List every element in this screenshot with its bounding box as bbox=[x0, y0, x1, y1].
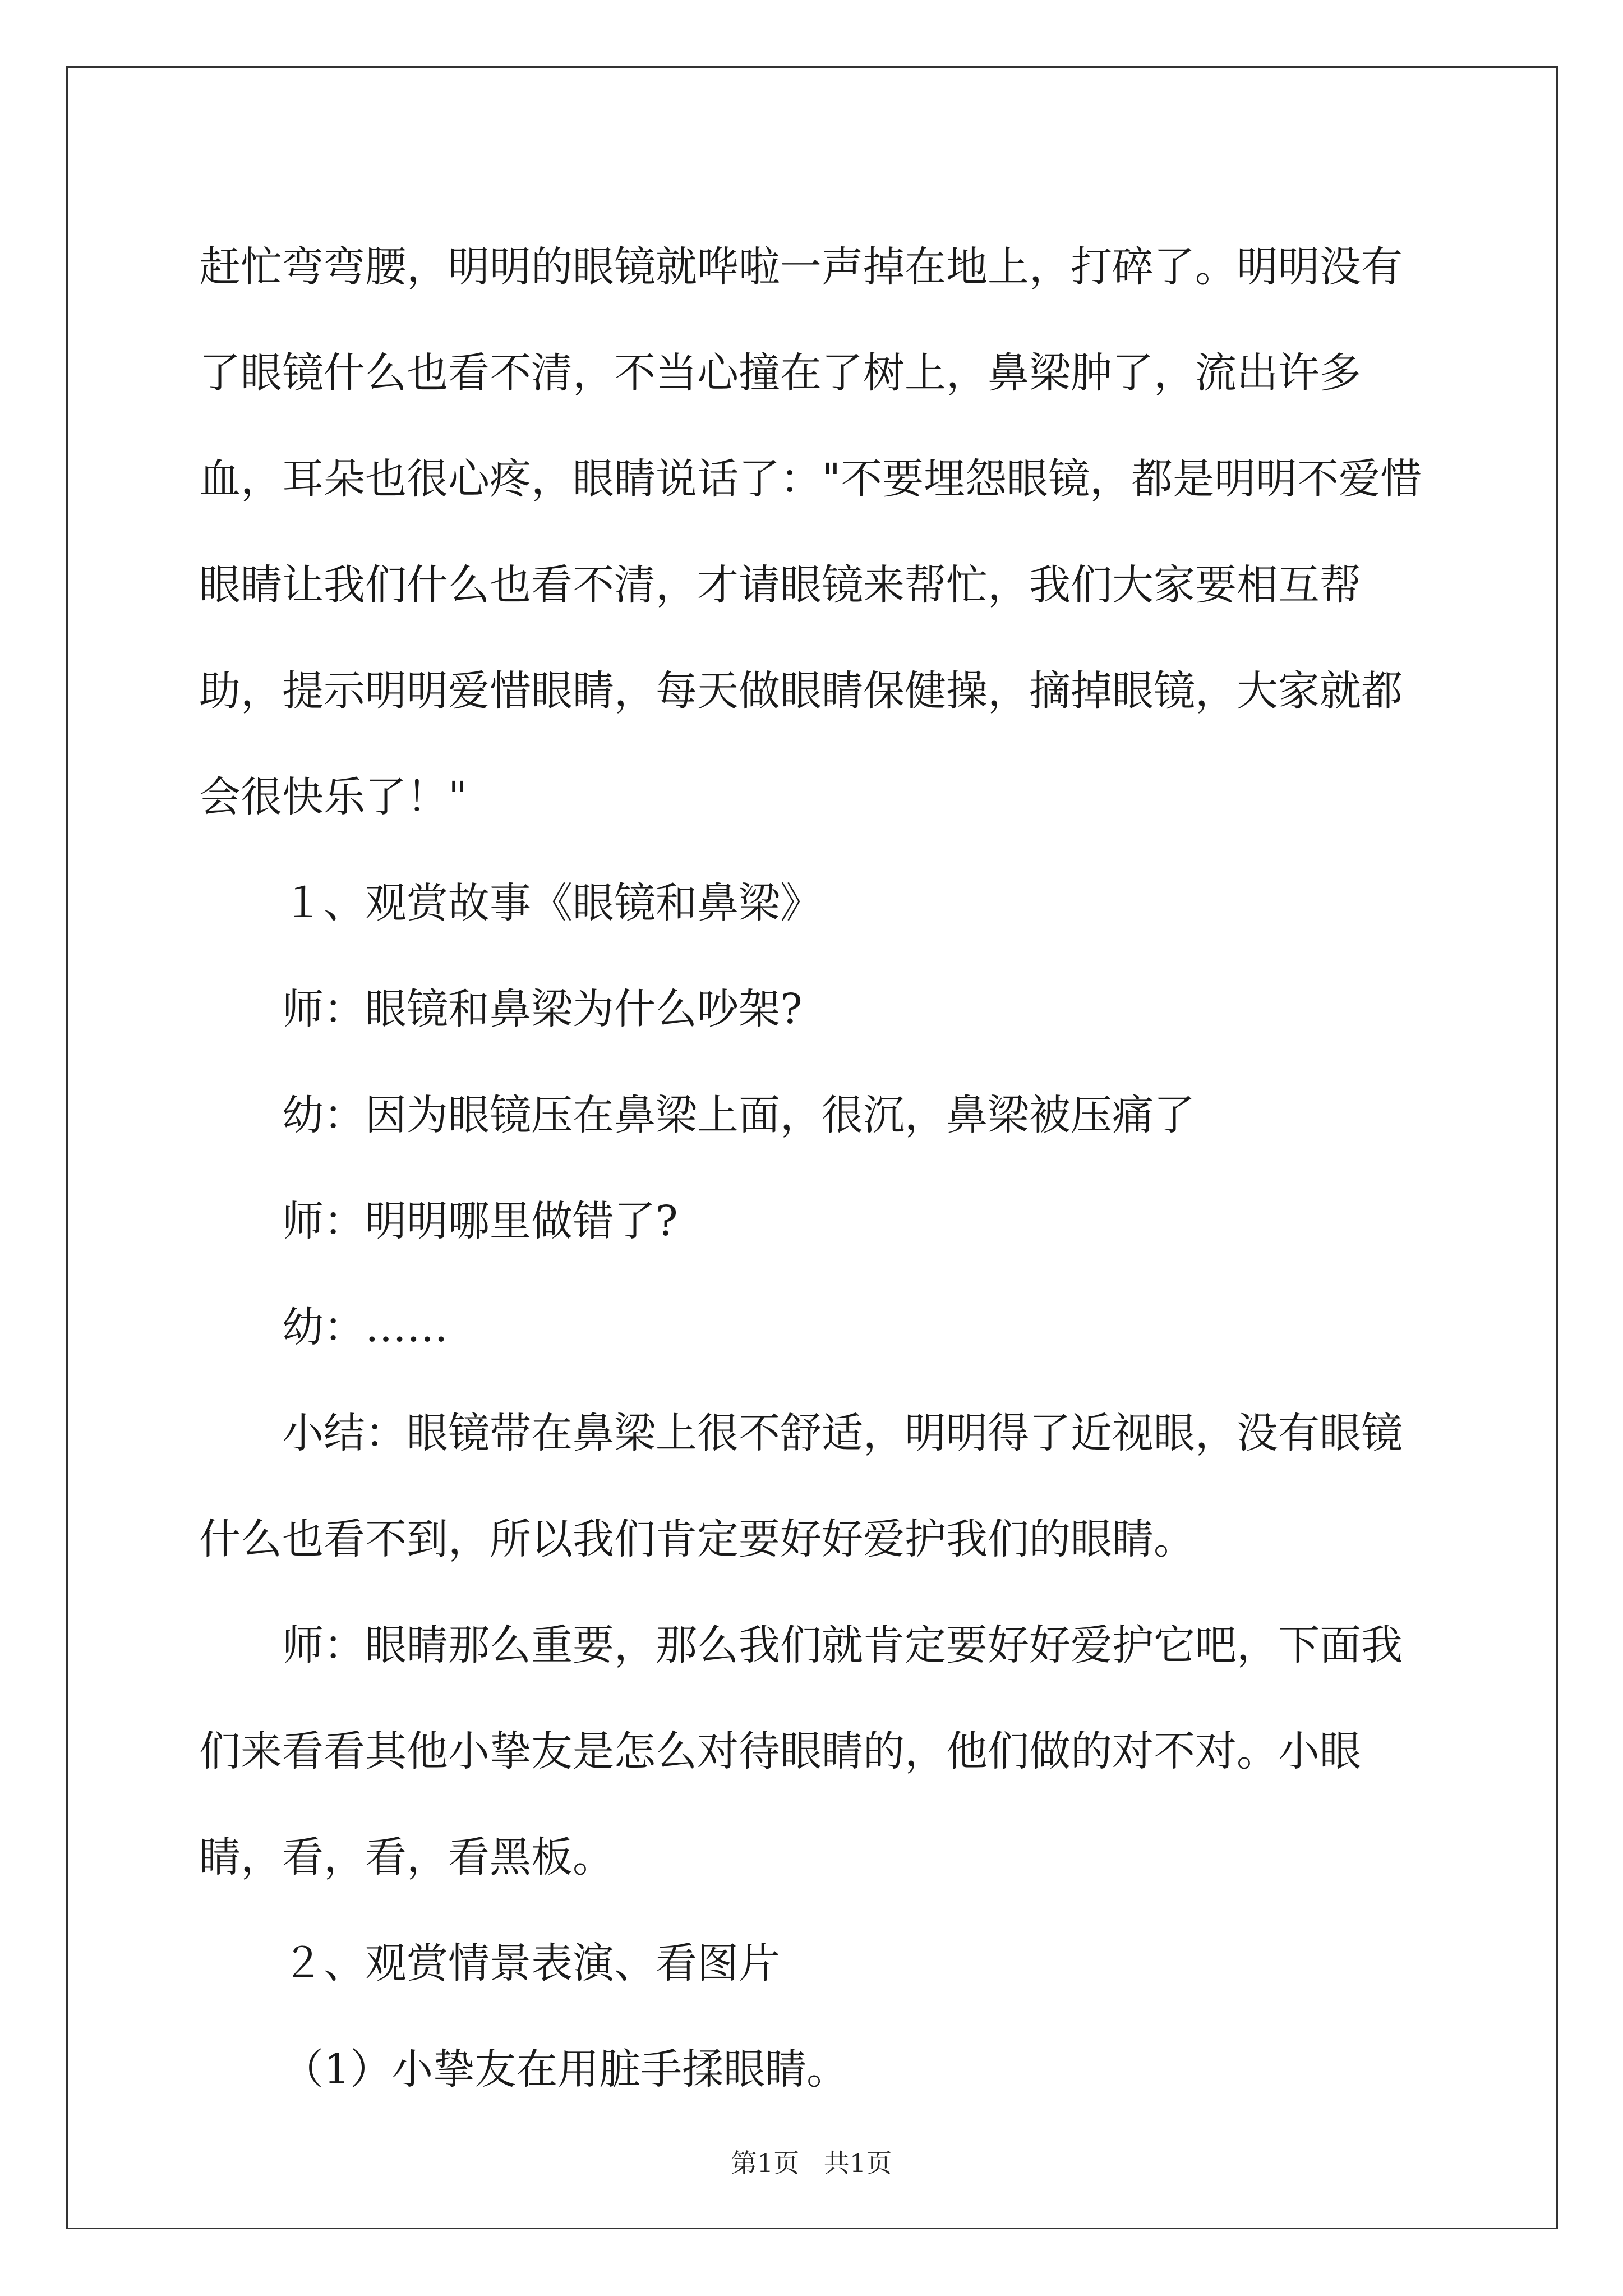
paragraph: 幼：因为眼镜压在鼻梁上面，很沉，鼻梁被压痛了 bbox=[282, 1091, 1195, 1139]
paragraph: 幼：…… bbox=[282, 1303, 448, 1351]
page-number-footer: 第1页 共1页 bbox=[731, 2148, 892, 2178]
paragraph: 师：明明哪里做错了? bbox=[282, 1197, 678, 1245]
paragraph: 师：眼镜和鼻梁为什么吵架? bbox=[282, 985, 803, 1033]
paragraph: ２、观赏情景表演、看图片 bbox=[282, 1939, 780, 1987]
document-body bbox=[199, 214, 1433, 2123]
paragraph: （1）小挚友在用脏手揉眼睛。 bbox=[282, 2045, 849, 2093]
paragraph: １、观赏故事《眼镜和鼻梁》 bbox=[282, 879, 822, 927]
paragraph: 小结：眼镜带在鼻梁上很不舒适，明明得了近视眼，没有眼镜什么也看不到，所以我们肯定要好好爱护我们的眼睛。 bbox=[199, 1409, 1403, 1563]
paragraph: 赶忙弯弯腰，明明的眼镜就哗啦一声掉在地上，打碎了。明明没有了眼镜什么也看不清，不当心撞在了树上，鼻梁肿了，流出许多血，耳朵也很心疼，眼睛说话了："不要埋怨眼镜，都是明明不爱惜眼睛让我们什么也看不清，才请眼镜来帮忙，我们大家要相互帮助，提示明明爱惜眼睛，每天做眼睛保健操，摘掉眼镜，大家就都会很快乐了！" bbox=[199, 243, 1422, 821]
paragraph: 师：眼睛那么重要，那么我们就肯定要好好爱护它吧，下面我们来看看其他小挚友是怎么对待眼睛的，他们做的对不对。小眼睛，看，看，看黑板。 bbox=[199, 1621, 1403, 1881]
